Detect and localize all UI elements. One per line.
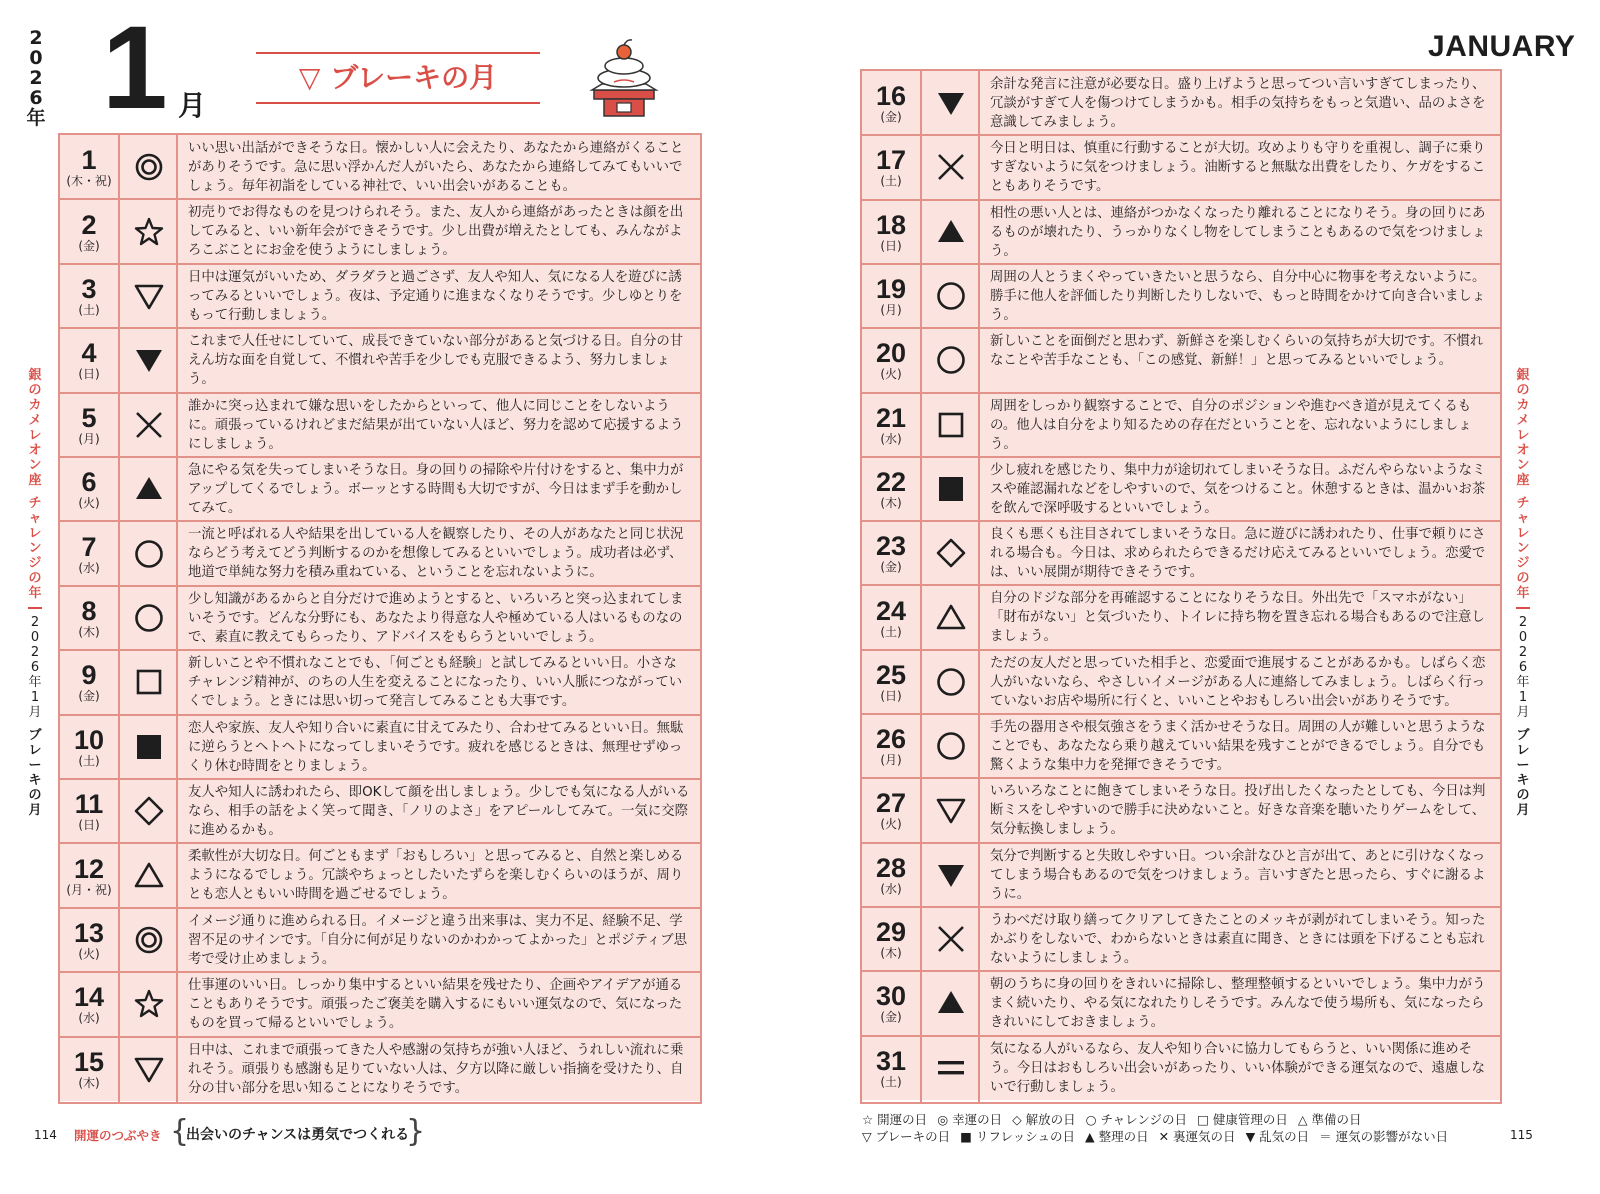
- brace-right: }: [406, 1114, 426, 1149]
- day-row: [862, 135, 1500, 199]
- date-cell: [862, 597, 920, 639]
- fortune-text: 今日と明日は、慎重に行動することが大切。攻めよりも守りを重視し、調子に乗りすぎないように気をつけましょう。油断すると無駄な出費をしたり、ケガをすることもありそうです。: [990, 141, 1486, 195]
- day-row: [862, 264, 1500, 328]
- day-of-week: (火): [880, 817, 902, 832]
- date-cell: [60, 146, 118, 188]
- day-row: [862, 200, 1500, 264]
- row-divider: [862, 520, 1500, 522]
- date-cell: [862, 854, 920, 896]
- date-cell: [862, 918, 920, 960]
- day-number: 3: [81, 273, 97, 304]
- day-number: 1: [81, 145, 97, 176]
- day-row: [60, 135, 700, 199]
- day-of-week: (土): [880, 624, 902, 639]
- day-number: 26: [875, 724, 907, 755]
- cross-icon: [122, 393, 176, 457]
- kagami-mochi-illustration: [586, 34, 662, 118]
- fortune-text: 柔軟性が大切な日。何ごともまず「おもしろい」と思ってみると、自然と楽しめるようになるでしょう。冗談やちょっとしたいたずらを楽しむくらいのほうが、周りとも恋人ともいい時間を過ごせるでしょう。: [188, 849, 684, 903]
- row-divider: [60, 520, 700, 522]
- triangle-up-filled-icon: [924, 200, 978, 264]
- day-of-week: (水): [880, 881, 902, 896]
- day-of-week: (水): [880, 431, 902, 446]
- legend-item: ☆ 開運の日: [862, 1112, 928, 1127]
- day-number: 7: [81, 531, 97, 562]
- day-of-week: (金): [880, 1010, 902, 1025]
- fortune-text: 新しいことを面倒だと思わず、新鮮さを楽しむくらいの気持ちが大切です。不慣れなことや苦手なことも、「この感覚、新鮮！」と思ってみるといいでしょう。: [990, 334, 1484, 369]
- year-vertical: 2 0 2 6 年: [26, 27, 46, 129]
- day-number: 13: [73, 917, 105, 948]
- day-row: [862, 585, 1500, 649]
- day-row: [862, 843, 1500, 907]
- square-filled-icon: [122, 715, 176, 779]
- fortune-text: 良くも悪くも注目されてしまいそうな日。急に遊びに誘われたり、仕事で頼りにされる場合も。今日は、求められたらできるだけ応えてみるといいでしょう。恋愛では、いい展開が期待できそうです。: [990, 527, 1486, 581]
- date-cell: [862, 725, 920, 767]
- fortune-text: 少し知識があるからと自分だけで進めようとすると、いろいろと突っ込まれてしまいそうです。どんな分野にも、あなたより得意な人や極めている人はいるものなので、素直に教えてもらったり、アドバイスをもらうといいでしょう。: [188, 591, 684, 645]
- triangle-down-filled-icon: [924, 843, 978, 907]
- legend-item: □ 健康管理の日: [1197, 1112, 1288, 1127]
- fortune-text: 急にやる気を失ってしまいそうな日。身の回りの掃除や片付けをすると、集中力がアップしてくるでしょう。ボーッとする時間も大切ですが、今日はまず手を動かしてみて。: [188, 463, 684, 516]
- square-icon: [122, 650, 176, 714]
- row-divider: [60, 842, 700, 844]
- legend-item: ▽ ブレーキの日: [862, 1129, 951, 1144]
- date-cell: [60, 533, 118, 575]
- side-caption-part: 2 0 2 6 年 1 月: [1516, 615, 1530, 720]
- day-row: [862, 1036, 1500, 1100]
- day-row: [60, 328, 700, 392]
- row-divider: [60, 263, 700, 265]
- column-divider: [118, 135, 120, 1102]
- fortune-text: いろいろなことに飽きてしまいそうな日。投げ出したくなったとしても、今日は判断ミスをしやすいので勝手に決めないこと。好きな音楽を聴いたりゲームをして、気分転換しましょう。: [990, 784, 1486, 838]
- day-number: 10: [73, 724, 105, 755]
- day-number: 24: [875, 595, 907, 626]
- day-row: [60, 843, 700, 907]
- brace-left: {: [170, 1114, 190, 1149]
- day-of-week: (月・祝): [66, 882, 112, 897]
- day-number: 23: [875, 531, 907, 562]
- day-row: [862, 650, 1500, 714]
- day-row: [60, 521, 700, 585]
- date-cell: [60, 855, 118, 897]
- month-number: 1: [102, 2, 164, 134]
- date-cell: [60, 983, 118, 1025]
- row-divider: [862, 777, 1500, 779]
- legend-item: ◎ 幸運の日: [937, 1112, 1003, 1127]
- row-divider: [862, 584, 1500, 586]
- legend-item: ▲ 整理の日: [1085, 1129, 1149, 1144]
- day-number: 11: [74, 789, 104, 820]
- day-number: 5: [81, 402, 97, 433]
- circle-icon: [924, 650, 978, 714]
- date-cell: [60, 1048, 118, 1090]
- triangle-down-icon: [924, 778, 978, 842]
- day-number: 16: [875, 81, 907, 112]
- day-of-week: (日): [880, 238, 902, 253]
- row-divider: [862, 713, 1500, 715]
- date-cell: [60, 661, 118, 703]
- fortune-text: 少し疲れを感じたり、集中力が途切れてしまいそうな日。ふだんやらないようなミスや確認漏れなどをしやすいので、気をつけること。休憩するときは、温かいお茶を飲んで深呼吸するといいでしょう。: [990, 462, 1486, 516]
- row-divider: [60, 971, 700, 973]
- date-cell: [862, 404, 920, 446]
- side-divider: [1516, 607, 1530, 609]
- fortune-text: うわべだけ取り繕ってクリアしてきたことのメッキが剥がれてしまいそう。知ったかぶりをしないで、わからないときは素直に聞き、ときには頭を下げることも忘れないようにしましょう。: [990, 912, 1486, 966]
- fortune-text: 気分で判断すると失敗しやすい日。つい余計なひと言が出て、あとに引けなくなってしまう場合もあるので気をつけましょう。言いすぎたと思ったら、すぐに謝るように。: [990, 848, 1486, 902]
- day-of-week: (木): [880, 495, 902, 510]
- square-filled-icon: [924, 457, 978, 521]
- fortune-text: 周囲をしっかり観察することで、自分のポジションや進むべき道が見えてくるもの。他人は自分をより知るための存在だということを、忘れないようにしましょう。: [990, 398, 1472, 452]
- date-cell: [60, 468, 118, 510]
- day-of-week: (火): [78, 946, 100, 961]
- right-fortune-table: [860, 69, 1502, 1104]
- circle-icon: [122, 586, 176, 650]
- fortune-text: 周囲の人とうまくやっていきたいと思うなら、自分中心に物事を考えないように。勝手に他人を評価したり判断したりしないで、もっと時間をかけて向き合いましょう。: [990, 269, 1486, 323]
- day-number: 19: [875, 274, 907, 305]
- day-of-week: (日): [78, 367, 100, 382]
- column-divider: [176, 135, 178, 1102]
- row-divider: [862, 392, 1500, 394]
- date-cell: [862, 211, 920, 253]
- date-cell: [60, 275, 118, 317]
- circle-icon: [924, 264, 978, 328]
- row-divider: [60, 585, 700, 587]
- day-number: 15: [73, 1046, 105, 1077]
- day-of-week: (土): [78, 753, 100, 768]
- day-row: [862, 778, 1500, 842]
- row-divider: [60, 907, 700, 909]
- date-cell: [862, 1047, 920, 1089]
- column-divider: [978, 71, 980, 1102]
- day-number: 6: [81, 467, 97, 498]
- legend-item: ○ チャレンジの日: [1085, 1112, 1188, 1127]
- day-row: [862, 971, 1500, 1035]
- day-of-week: (火): [880, 367, 902, 382]
- day-of-week: (日): [78, 818, 100, 833]
- date-cell: [862, 275, 920, 317]
- circle-icon: [924, 714, 978, 778]
- column-divider: [920, 71, 922, 1102]
- triangle-down-icon: [122, 1037, 176, 1101]
- date-cell: [60, 211, 118, 253]
- fortune-text: 日中は、これまで頑張ってきた人や感謝の気持ちが強い人ほど、うれしい流れに乗れそう。頑張りも感謝も足りていない人は、夕方以降に厳しい指摘を受けたり、自分の甘い部分を思い知ることになりそうです。: [188, 1042, 684, 1096]
- row-divider: [862, 199, 1500, 201]
- date-cell: [60, 339, 118, 381]
- fortune-text: 仕事運のいい日。しっかり集中するといい結果を残せたり、企画やアイデアが通ることもありそうです。頑張ったご褒美を購入するにもいい運気なので、気になったものを買って帰るといいでしょう。: [188, 978, 683, 1032]
- day-of-week: (木・祝): [66, 174, 112, 189]
- day-of-week: (金): [78, 689, 100, 704]
- row-divider: [862, 327, 1500, 329]
- triangle-up-filled-icon: [924, 971, 978, 1035]
- day-number: 14: [73, 982, 105, 1013]
- day-row: [60, 586, 700, 650]
- triangle-up-filled-icon: [122, 457, 176, 521]
- day-of-week: (日): [880, 688, 902, 703]
- day-of-week: (土): [78, 302, 100, 317]
- right-side-caption: [1514, 368, 1532, 818]
- fortune-text: ただの友人だと思っていた相手と、恋愛面で進展することがあるかも。しばらく恋人がいないなら、やさしいイメージがある人に連絡してみましょう。しばらく行っていないお店や場所に行くと、いいことやおもしろい出会いがありそうです。: [990, 655, 1486, 709]
- row-divider: [60, 198, 700, 200]
- fortune-text: 一流と呼ばれる人や結果を出している人を観察したり、その人があなたと同じ状況ならどう考えてどう判断するのかを想像してみるといいでしょう。成功者は必ず、地道で単純な努力を積み重ねている、ということを忘れないように。: [188, 527, 684, 581]
- date-cell: [862, 532, 920, 574]
- date-cell: [60, 597, 118, 639]
- equals-icon: [924, 1036, 978, 1100]
- day-of-week: (月): [78, 431, 100, 446]
- row-divider: [60, 456, 700, 458]
- triangle-down-filled-icon: [924, 71, 978, 135]
- day-row: [862, 457, 1500, 521]
- day-row: [60, 199, 700, 263]
- date-cell: [60, 726, 118, 768]
- legend-item: ✕ 裏運気の日: [1158, 1129, 1236, 1144]
- row-divider: [862, 649, 1500, 651]
- side-divider: [28, 607, 42, 609]
- row-divider: [862, 970, 1500, 972]
- diamond-icon: [122, 779, 176, 843]
- fortune-text: 恋人や家族、友人や知り合いに素直に甘えてみたり、合わせてみるといい日。無駄に逆らうとヘトヘトになってしまいそうです。疲れを感じるときは、無理せずゆっくり休む時間をとりましょう。: [188, 720, 684, 774]
- day-number: 9: [81, 660, 97, 691]
- date-cell: [862, 661, 920, 703]
- day-of-week: (水): [78, 560, 100, 575]
- day-number: 29: [875, 917, 907, 948]
- row-divider: [60, 778, 700, 780]
- day-row: [862, 71, 1500, 135]
- day-of-week: (月): [880, 753, 902, 768]
- row-divider: [862, 134, 1500, 136]
- cross-icon: [924, 135, 978, 199]
- triangle-down-filled-icon: [122, 328, 176, 392]
- day-of-week: (水): [78, 1011, 100, 1026]
- triangle-down-icon: [122, 264, 176, 328]
- day-of-week: (金): [880, 560, 902, 575]
- day-of-week: (火): [78, 496, 100, 511]
- date-cell: [862, 468, 920, 510]
- triangle-up-icon: [122, 843, 176, 907]
- day-number: 17: [875, 145, 907, 176]
- fortune-text: 朝のうちに身の回りをきれいに掃除し、整理整頓するといいでしょう。集中力がうまく続いたり、やる気になれたりしそうです。みんなで使う場所も、気になったらきれいにしておきましょう。: [990, 977, 1486, 1031]
- day-number: 8: [81, 595, 97, 626]
- circle-icon: [924, 328, 978, 392]
- day-of-week: (木): [880, 946, 902, 961]
- legend-item: ◇ 解放の日: [1012, 1112, 1076, 1127]
- left-side-caption: [26, 368, 44, 818]
- row-divider: [60, 392, 700, 394]
- day-row: [60, 457, 700, 521]
- day-number: 18: [875, 209, 907, 240]
- month-title-english: JANUARY: [1428, 30, 1576, 63]
- month-theme-banner: ▽ ブレーキの月: [256, 52, 540, 104]
- tsubuyaki-phrase: 出会いのチャンスは勇気でつくれる: [186, 1127, 410, 1143]
- day-number: 4: [81, 338, 97, 369]
- day-number: 30: [875, 981, 907, 1012]
- diamond-icon: [924, 521, 978, 585]
- star-icon: [122, 199, 176, 263]
- fortune-text: 友人や知人に誘われたら、即OKして顔を出しましょう。少しでも気になる人がいるなら、相手の話をよく笑って聞き、「ノリのよさ」をアピールしてみて。一気に交際に進めるかも。: [188, 785, 690, 838]
- day-row: [60, 715, 700, 779]
- double-circle-icon: [122, 908, 176, 972]
- side-caption-part: チ ャ レ ン ジ の 年: [1516, 496, 1530, 601]
- row-divider: [862, 263, 1500, 265]
- day-of-week: (月): [880, 303, 902, 318]
- day-row: [60, 393, 700, 457]
- day-row: [60, 1037, 700, 1101]
- square-icon: [924, 393, 978, 457]
- fortune-text: 余計な発言に注意が必要な日。盛り上げようと思ってつい言いすぎてしまったり、冗談がすぎて人を傷つけてしまうかも。相手の気持ちをもっと気遣い、品のよさを意識してみましょう。: [990, 77, 1486, 130]
- double-circle-icon: [122, 135, 176, 199]
- cross-icon: [924, 907, 978, 971]
- day-number: 12: [73, 853, 105, 884]
- date-cell: [60, 404, 118, 446]
- left-fortune-table: [58, 133, 702, 1104]
- date-cell: [60, 919, 118, 961]
- row-divider: [862, 906, 1500, 908]
- legend-item: ■ リフレッシュの日: [960, 1129, 1076, 1144]
- day-row: [862, 714, 1500, 778]
- date-cell: [862, 789, 920, 831]
- side-caption-part: チ ャ レ ン ジ の 年: [28, 496, 42, 601]
- day-number: 20: [875, 338, 907, 369]
- fortune-text: 誰かに突っ込まれて嫌な思いをしたからといって、他人に同じことをしないように。頑張っているけれどまだ結果が出ていない人ほど、努力を認めて応援するようにしましょう。: [188, 398, 684, 452]
- day-number: 22: [875, 466, 907, 497]
- legend-item: △ 準備の日: [1297, 1112, 1362, 1127]
- fortune-text: 日中は運気がいいため、ダラダラと過ごさず、友人や知人、気になる人を遊びに誘ってみるといいでしょう。夜は、予定通りに進まなくなりそうです。少しゆとりをもって行動しましょう。: [188, 269, 683, 323]
- day-number: 21: [875, 402, 907, 433]
- day-of-week: (金): [78, 238, 100, 253]
- star-icon: [122, 972, 176, 1036]
- fortune-text: 相性の悪い人とは、連絡がつかなくなったり離れることになりそう。身の回りにあるものが壊れたり、うっかりなくし物をしてしまうこともあるので気をつけましょう。: [990, 205, 1486, 259]
- date-cell: [862, 146, 920, 188]
- date-cell: [862, 82, 920, 124]
- side-caption-part: ブ レ ー キ の 月: [28, 728, 42, 818]
- day-of-week: (木): [78, 624, 100, 639]
- day-number: 27: [875, 788, 907, 819]
- row-divider: [60, 649, 700, 651]
- fortune-text: 気になる人がいるなら、友人や知り合いに協力してもらうと、いい関係に進めそう。今日はおもしろい出会いがあったり、いい体験ができる運気なので、遠慮しないで行動しましょう。: [990, 1041, 1486, 1095]
- side-caption-part: 銀 の カ メ レ オ ン 座: [1516, 368, 1530, 488]
- day-row: [60, 972, 700, 1036]
- date-cell: [862, 982, 920, 1024]
- day-row: [862, 328, 1500, 392]
- side-caption-part: 銀 の カ メ レ オ ン 座: [28, 368, 42, 488]
- day-row: [60, 908, 700, 972]
- row-divider: [862, 456, 1500, 458]
- fortune-text: イメージ通りに進められる日。イメージと違う出来事は、実力不足、経験不足、学習不足のサインです。「自分に何が足りないのかわかってよかった」とポジティブ思考で受け止めましょう。: [188, 913, 688, 967]
- day-number: 28: [875, 852, 907, 883]
- day-number: 2: [81, 209, 97, 240]
- side-caption-part: ブ レ ー キ の 月: [1516, 728, 1530, 818]
- side-caption-part: 2 0 2 6 年 1 月: [28, 615, 42, 720]
- date-cell: [862, 339, 920, 381]
- legend-item: ▼ 乱気の日: [1245, 1129, 1310, 1144]
- day-number: 31: [875, 1045, 907, 1076]
- legend-row: [862, 1128, 1458, 1145]
- day-row: [862, 521, 1500, 585]
- symbol-legend: [862, 1111, 1458, 1145]
- fortune-text: いい思い出話ができそうな日。懐かしい人に会えたり、あなたから連絡がくることがありそうです。急に思い浮かんだ人がいたら、あなたから連絡してみてもいいでしょう。毎年初詣をしている神社で、いい出会いがあることも。: [188, 141, 684, 194]
- date-cell: [60, 790, 118, 832]
- row-divider: [60, 714, 700, 716]
- triangle-up-icon: [924, 585, 978, 649]
- day-of-week: (土): [880, 174, 902, 189]
- legend-item: ＝ 運気の影響がない日: [1319, 1129, 1449, 1144]
- row-divider: [60, 327, 700, 329]
- row-divider: [60, 1036, 700, 1038]
- fortune-text: 自分のドジな部分を再確認することになりそうな日。外出先で「スマホがない」「財布がない」と気づいたり、トイレに持ち物を置き忘れる場合もあるので注意しましょう。: [990, 591, 1485, 645]
- day-row: [862, 907, 1500, 971]
- day-row: [60, 264, 700, 328]
- day-row: [862, 393, 1500, 457]
- circle-icon: [122, 521, 176, 585]
- row-divider: [862, 842, 1500, 844]
- day-of-week: (土): [880, 1074, 902, 1089]
- day-row: [60, 650, 700, 714]
- tsubuyaki-label: 開運のつぶやき: [74, 1128, 162, 1143]
- page-number-left: 114: [34, 1128, 57, 1142]
- fortune-text: 初売りでお得なものを見つけられそう。また、友人から連絡があったときは顔を出してみると、いい新年会ができそうです。少し出費が増えたとしても、みんながよろこぶことにお金を使うようにしましょう。: [188, 205, 684, 259]
- row-divider: [862, 1035, 1500, 1037]
- day-of-week: (金): [880, 110, 902, 125]
- day-number: 25: [875, 659, 907, 690]
- fortune-text: 手先の器用さや根気強さをうまく活かせそうな日。周囲の人が難しいと思うようなことでも、あなたなら乗り越えていい結果を残すことができるでしょう。自分でも驚くような集中力を発揮できそうです。: [990, 720, 1486, 773]
- day-row: [60, 779, 700, 843]
- page-number-right: 115: [1510, 1128, 1533, 1142]
- fortune-text: これまで人任せにしていて、成長できていない部分があると気づける日。自分の甘えん坊な面を自覚して、不慣れや苦手を少しでも克服できるよう、努力しましょう。: [188, 334, 684, 388]
- month-label: 月: [178, 89, 207, 122]
- fortune-text: 新しいことや不慣れなことでも、「何ごとも経験」と試してみるといい日。小さなチャレンジ精神が、のちの人生を変えることになったり、いい人脈につながっていくでしょう。ときには思い切って発言してみることも大事です。: [188, 656, 683, 710]
- legend-row: [862, 1111, 1458, 1128]
- day-of-week: (木): [78, 1075, 100, 1090]
